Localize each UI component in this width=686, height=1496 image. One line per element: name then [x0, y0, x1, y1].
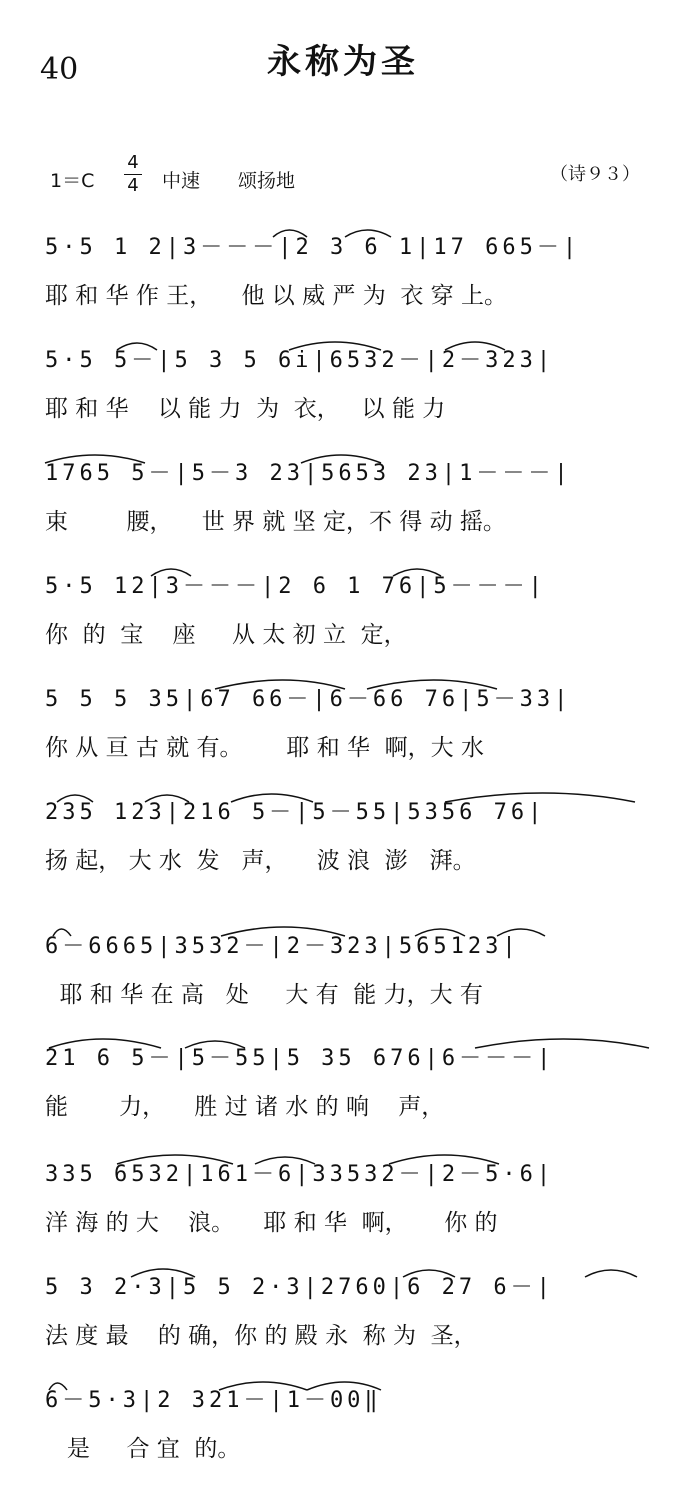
notation-line: 5 5 5 35|67 66－|6－66 76|5－33| — [45, 687, 572, 712]
page-number: 40 — [40, 52, 79, 87]
score-system-11 — [45, 1386, 645, 1496]
time-signature — [124, 152, 142, 197]
lyrics-line: 是 合 宜 的。 — [45, 1436, 241, 1462]
lyrics-line: 耶 和 华 在 高 处 大 有 能 力，大 有 — [45, 982, 483, 1008]
lyrics-line: 你 从 亘 古 就 有。 耶 和 华 啊，大 水 — [45, 735, 484, 761]
lyrics-line: 扬 起， 大 水 发 声， 波 浪 澎 湃。 — [45, 848, 476, 874]
psalm-reference: （诗９３） — [550, 164, 640, 185]
tempo-marking: 中速 — [162, 170, 201, 192]
score-system-4 — [45, 572, 645, 682]
expression-marking: 颂扬地 — [238, 170, 296, 192]
lyrics-line: 耶 和 华 以 能 力 为 衣， 以 能 力 — [45, 396, 446, 422]
notation-line: 1765 5－|5－3 23|5653 23|1－－－| — [45, 461, 572, 486]
notation-line: 5·5 12|3－－－|2 6 1 76|5－－－| — [45, 574, 546, 599]
score-system-10 — [45, 1273, 645, 1383]
score-system-8 — [45, 1044, 645, 1154]
lyrics-line: 束 腰， 世 界 就 坚 定，不 得 动 摇。 — [45, 509, 506, 535]
score-system-7 — [45, 932, 645, 1042]
notation-line: 6－6665|3532－|2－323|565123| — [45, 934, 520, 959]
lyrics-line: 洋 海 的 大 浪。 耶 和 华 啊， 你 的 — [45, 1210, 498, 1236]
song-header — [50, 152, 640, 204]
song-title: 永称为圣 — [267, 42, 419, 82]
score-system-2 — [45, 346, 645, 456]
notation-line: 21 6 5－|5－55|5 35 676|6－－－| — [45, 1046, 555, 1071]
time-signature-bottom: 4 — [124, 174, 142, 197]
score-system-3 — [45, 459, 645, 569]
notation-line: 235 123|216 5－|5－55|5356 76| — [45, 800, 546, 825]
score-system-6 — [45, 798, 645, 908]
lyrics-line: 你 的 宝 座 从 太 初 立 定， — [45, 622, 407, 648]
score-system-5 — [45, 685, 645, 795]
lyrics-line: 能 力， 胜 过 诸 水 的 响 声， — [45, 1094, 445, 1120]
lyrics-line: 耶 和 华 作 王， 他 以 威 严 为 衣 穿 上。 — [45, 283, 507, 309]
notation-line: 335 6532|161－6|33532－|2－5·6| — [45, 1162, 555, 1187]
notation-line: 5 3 2·3|5 5 2·3|2760|6 27 6－| — [45, 1275, 554, 1300]
lyrics-line: 法 度 最 的 确，你 的 殿 永 称 为 圣， — [45, 1323, 477, 1349]
notation-line: 6－5·3|2 321－|1－00‖ — [45, 1388, 382, 1413]
score-system-9 — [45, 1160, 645, 1270]
time-signature-top: 4 — [127, 152, 139, 173]
notation-line: 5·5 1 2|3－－－|2 3 6 1|17 665－| — [45, 235, 581, 260]
notation-line: 5·5 5－|5 3 5 6i|6532－|2－323| — [45, 348, 555, 373]
score-system-1 — [45, 233, 645, 343]
key-signature: 1＝C — [50, 170, 95, 192]
